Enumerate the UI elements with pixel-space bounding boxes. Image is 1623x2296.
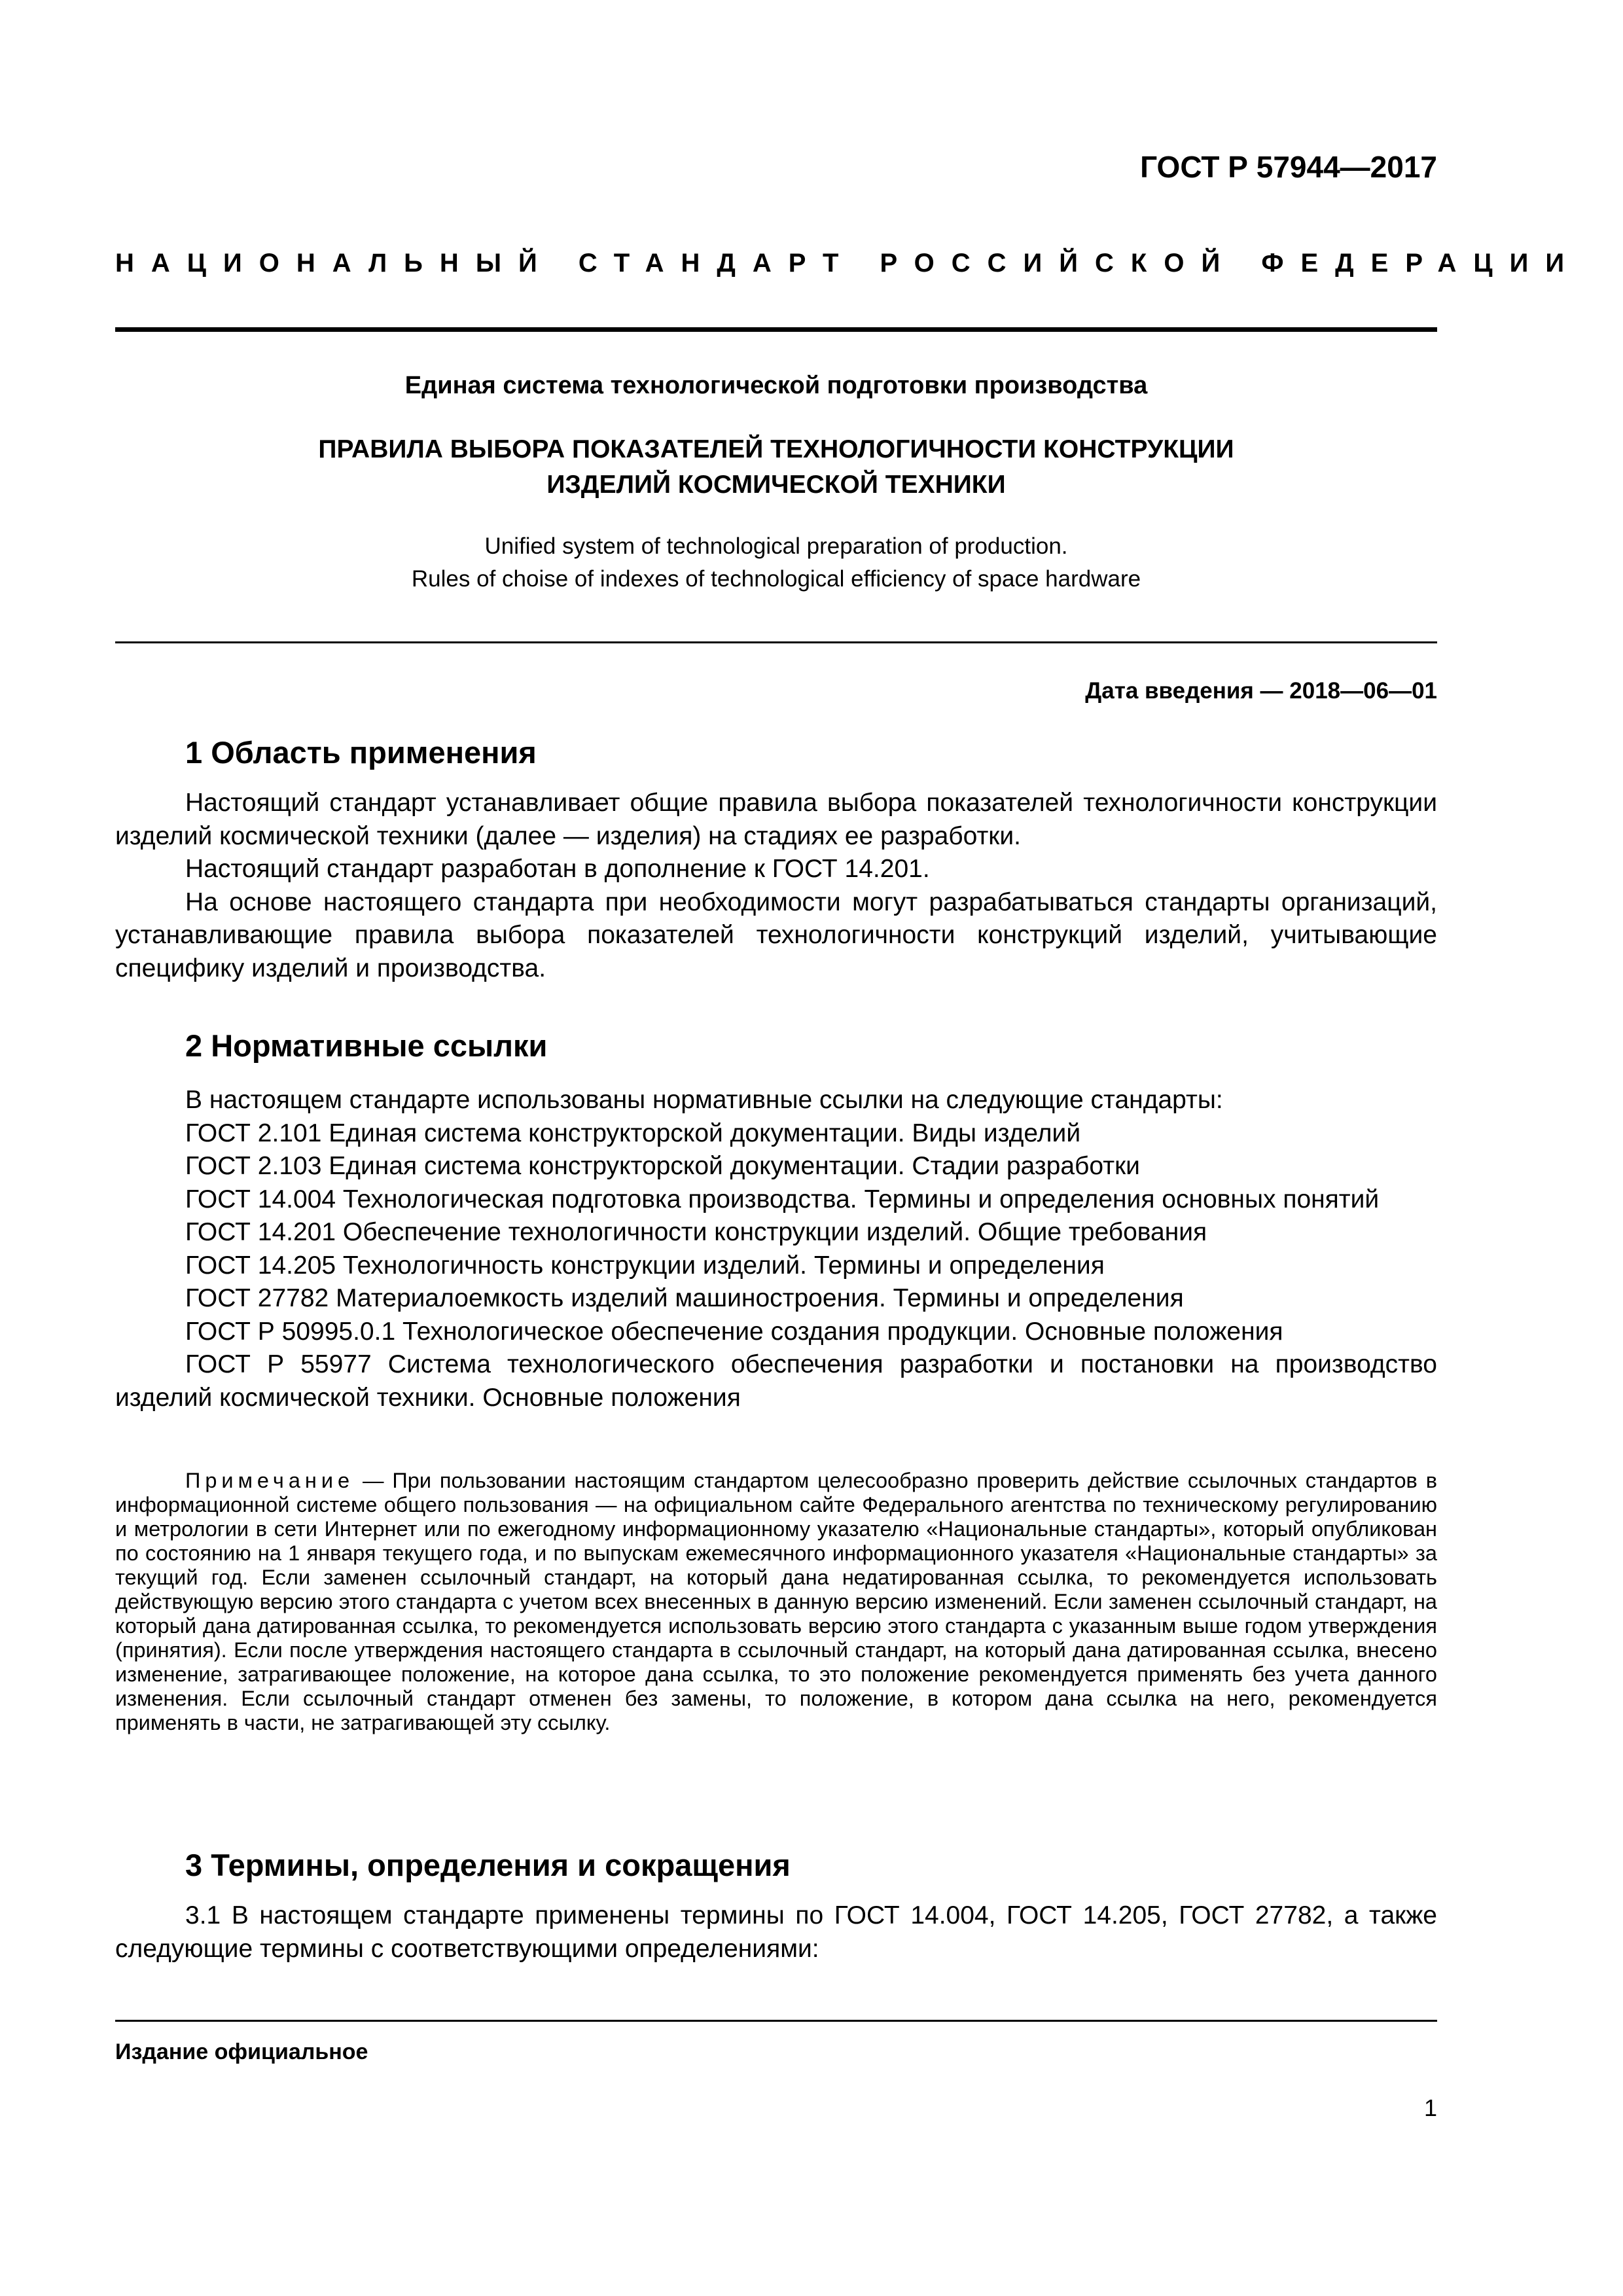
- document-page: [115, 0, 1582, 2296]
- section-3-paragraph: 3.1 В настоящем стандарте применены термины по ГОСТ 14.004, ГОСТ 14.205, ГОСТ 27782, а также следующие термины с соответствующими определениями:: [115, 1901, 1437, 1963]
- section-3-body: [115, 1899, 1437, 1965]
- section-2-paragraph: В настоящем стандарте использованы нормативные ссылки на следующие стандарты:: [185, 1086, 1223, 1114]
- note-text: — При пользовании настоящим стандартом целесообразно проверить действие ссылочных стандартов в информационной системе общего пользования — на официальном сайте Федерального агентства по техническому регулированию и метрологии в сети Интернет или по ежегодному информационному указателю «Национальные стандарты», который опубликован по состоянию на 1 января текущего года, и по выпускам ежемесячного информационного указателя «Национальные стандарты» за текущий год. Если заменен ссылочный стандарт, на который дана недатированная ссылка, то рекомендуется использовать действующую версию этого стандарта с учетом всех внесенных в данную версию изменений. Если заменен ссылочный стандарт, на который дана датированная ссылка, то рекомендуется использовать версию этого стандарта с указанным выше годом утверждения (принятия). Если после утверждения настоящего стандарта в ссылочный стандарт, на который дана датированная ссылка, внесено изменение, затрагивающее положение, на которое дана ссылка, то это положение рекомендуется применять без учета данного изменения. Если ссылочный стандарт отменен без замены, то положение, в котором дана ссылка на него, рекомендуется применять в части, не затрагивающей эту ссылку.: [115, 1469, 1437, 1734]
- introduction-date: Дата введения — 2018—06—01: [1085, 678, 1437, 704]
- main-title-line-2: ИЗДЕЛИЙ КОСМИЧЕСКОЙ ТЕХНИКИ: [546, 471, 1006, 499]
- section-3-heading: 3 Термины, определения и сокращения: [185, 1848, 791, 1882]
- main-title-line-1: ПРАВИЛА ВЫБОРА ПОКАЗАТЕЛЕЙ ТЕХНОЛОГИЧНОСТИ КОНСТРУКЦИИ: [318, 435, 1234, 463]
- reference-item: ГОСТ 2.101 Единая система конструкторской документации. Виды изделий: [185, 1119, 1081, 1147]
- section-2-heading: 2 Нормативные ссылки: [185, 1028, 548, 1063]
- main-title: [115, 432, 1437, 503]
- note-label: Примечание: [185, 1469, 355, 1492]
- reference-item: ГОСТ 27782 Материалоемкость изделий машиностроения. Термины и определения: [185, 1284, 1184, 1312]
- section-1-body: [115, 787, 1437, 985]
- footer-divider: [115, 2020, 1437, 2022]
- reference-item: ГОСТ 14.205 Технологичность конструкции изделий. Термины и определения: [185, 1251, 1105, 1280]
- section-1-paragraph: Настоящий стандарт разработан в дополнение к ГОСТ 14.201.: [185, 855, 930, 883]
- title-divider: [115, 641, 1437, 643]
- header-divider: [115, 327, 1437, 332]
- page-number: 1: [1423, 2094, 1437, 2121]
- reference-item: ГОСТ Р 55977 Система технологического обеспечения разработки и постановки на производство изделий космической техники. Основные положения: [115, 1350, 1437, 1412]
- system-title: Единая система технологической подготовки производства: [404, 372, 1148, 399]
- standard-designation: ГОСТ Р 57944—2017: [1140, 150, 1437, 184]
- english-title-line-2: Rules of choise of indexes of technological efficiency of space hardware: [411, 566, 1141, 592]
- section-1-heading: 1 Область применения: [185, 735, 537, 770]
- section-1-paragraph: Настоящий стандарт устанавливает общие правила выбора показателей технологичности конструкции изделий космической техники (далее — изделия) на стадиях ее разработки.: [115, 789, 1437, 850]
- section-1-paragraph: На основе настоящего стандарта при необходимости могут разрабатываться стандарты организаций, устанавливающие правила выбора показателей технологичности конструкций изделий, учитывающие специфику изделий и производства.: [115, 888, 1437, 982]
- reference-item: ГОСТ Р 50995.0.1 Технологическое обеспечение создания продукции. Основные положения: [185, 1317, 1283, 1346]
- reference-item: ГОСТ 14.201 Обеспечение технологичности конструкции изделий. Общие требования: [185, 1218, 1207, 1246]
- reference-note: [115, 1469, 1437, 1735]
- official-edition-label: Издание официальное: [115, 2039, 368, 2064]
- english-title-line-1: Unified system of technological preparation of production.: [484, 533, 1068, 559]
- reference-item: ГОСТ 2.103 Единая система конструкторской документации. Стадии разработки: [185, 1152, 1140, 1180]
- section-2-body: [115, 1084, 1437, 1414]
- english-title: [115, 530, 1437, 596]
- reference-item: ГОСТ 14.004 Технологическая подготовка производства. Термины и определения основных понятий: [185, 1185, 1380, 1213]
- national-standard-banner: НАЦИОНАЛЬНЫЙ СТАНДАРТ РОССИЙСКОЙ ФЕДЕРАЦИИ: [115, 249, 1582, 278]
